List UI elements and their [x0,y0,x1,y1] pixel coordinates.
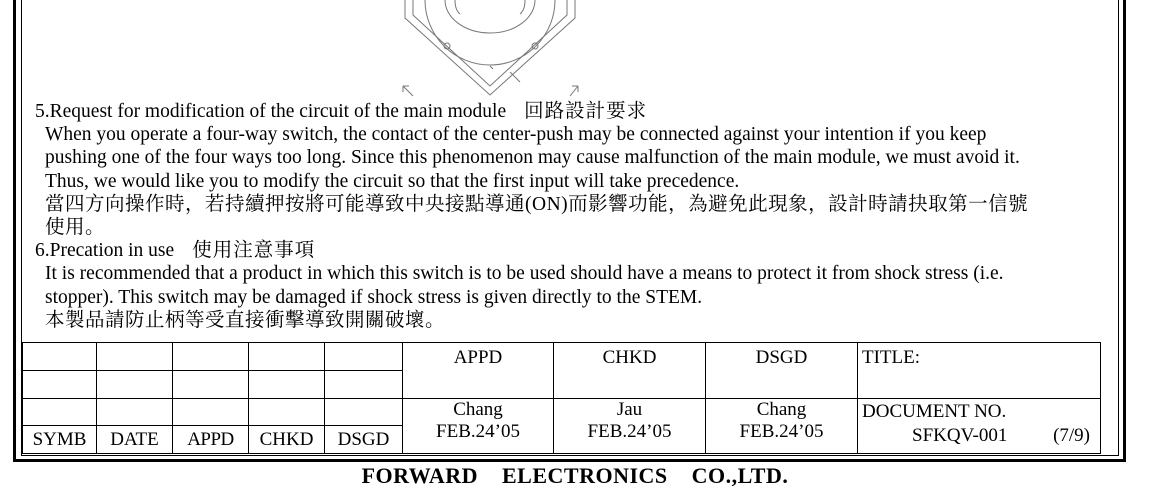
section-6-heading [35,239,1110,262]
revision-cell [249,398,325,426]
section-5-heading-cn: 回路設計要求 [524,101,648,122]
chkd-date: FEB.24’05 [587,420,672,442]
appd-label: APPD [403,343,554,399]
revision-cell [249,370,325,398]
dsgd-signature [706,398,858,454]
revision-cell [97,370,173,398]
page-number: (7/9) [1053,424,1090,446]
section-5-line-cn: 當四方向操作時，若持續押按將可能導致中央接點導通(ON)而影響功能，為避免此現象，設計時請抉取第一信號 [45,193,1029,215]
revision-cell [97,343,173,371]
appd-date: FEB.24’05 [436,420,520,442]
revision-cell [97,398,173,426]
revision-cell [23,343,97,371]
appd-name: Chang [453,398,503,420]
section-5-line: When you operate a four-way switch, the contact of the center-push may be connected against your intention if you keep [45,124,987,146]
section-6-heading-en: 6.Precation in use [35,240,175,262]
dsgd-label: DSGD [706,343,858,399]
header-symb: SYMB [23,426,97,454]
section-6-line: stopper). This switch may be damaged if shock stress is given directly to the STEM. [45,286,703,308]
header-date: DATE [97,426,173,454]
section-5-heading [35,100,1110,123]
document-number-cell [858,398,1101,454]
revision-cell [173,398,249,426]
revision-cell [173,343,249,371]
section-6-heading-cn: 使用注意事項 [192,240,316,262]
revision-cell [23,398,97,426]
revision-cell [325,343,403,371]
company-name: FORWARD ELECTRONICS CO.,LTD. [361,463,789,488]
dsgd-name: Chang [756,398,807,420]
docno-label: DOCUMENT NO. [862,400,1007,422]
docno-value: SFKQV-001 [912,424,1008,446]
section-5-line-cn: 使用。 [45,217,106,239]
chkd-name: Jau [616,398,643,420]
revision-cell [325,370,403,398]
dsgd-date: FEB.24’05 [739,420,824,442]
notes-text [35,100,1110,332]
title-block [22,342,1100,454]
switch-drawing [395,0,595,102]
title-label: TITLE: [858,343,1101,399]
header-chkd: CHKD [249,426,325,454]
header-dsgd: DSGD [325,426,403,454]
chkd-signature [554,398,706,454]
chkd-label: CHKD [554,343,706,399]
revision-cell [23,370,97,398]
section-5-heading-en: 5.Request for modification of the circuit of the main module [35,101,507,122]
section-6-line: It is recommended that a product in which this switch is to be used should have a means to protect it from shock stress (i.e. [45,263,1004,285]
revision-cell [173,370,249,398]
revision-cell [249,343,325,371]
section-6-line-cn: 本製品請防止柄等受直接衝擊導致開關破壞。 [45,309,446,331]
header-appd: APPD [173,426,249,454]
section-5-line: Thus, we would like you to modify the circuit so that the first input will take precedence. [45,170,740,192]
section-5-line: pushing one of the four ways too long. Since this phenomenon may cause malfunction of the main module, we must avoid it. [45,147,1020,169]
revision-cell [325,398,403,426]
appd-signature [403,398,554,454]
